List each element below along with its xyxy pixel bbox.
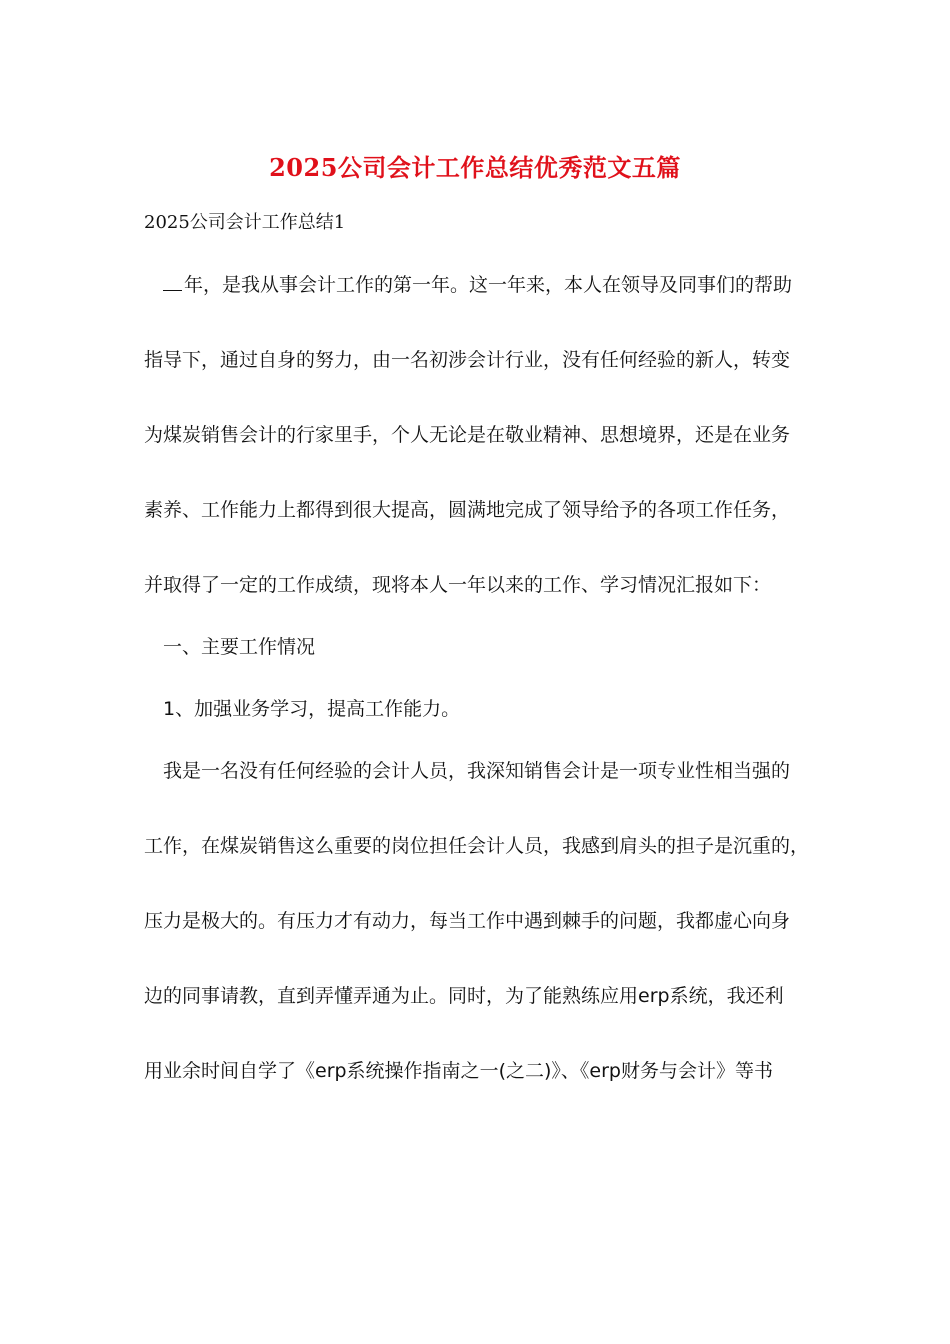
paragraph-text: 年，是我从事会计工作的第一年。这一年来，本人在领导及同事们的帮助 — [184, 274, 793, 296]
section-heading: 2025公司会计工作总结1 — [144, 212, 346, 233]
paragraph-line: 为煤炭销售会计的行家里手，个人无论是在敬业精神、思想境界，还是在业务 — [144, 424, 791, 446]
blank-underline — [163, 274, 182, 291]
paragraph-line: 用业余时间自学了《erp系统操作指南之一(之二)》、《erp财务与会计》等书 — [144, 1060, 773, 1082]
paragraph-line: 压力是极大的。有压力才有动力，每当工作中遇到棘手的问题，我都虚心向身 — [144, 910, 791, 932]
paragraph-line: 素养、工作能力上都得到很大提高，圆满地完成了领导给予的各项工作任务， — [144, 499, 791, 521]
paragraph-line: 指导下，通过自身的努力，由一名初涉会计行业，没有任何经验的新人，转变 — [144, 349, 791, 371]
document-title: 2025公司会计工作总结优秀范文五篇 — [269, 153, 681, 182]
subheading-main-work: 一、主要工作情况 — [163, 636, 316, 658]
subheading-study: 1、加强业务学习，提高工作能力。 — [163, 698, 461, 720]
paragraph-line: 工作，在煤炭销售这么重要的岗位担任会计人员，我感到肩头的担子是沉重的， — [144, 835, 810, 857]
paragraph-line: 并取得了一定的工作成绩，现将本人一年以来的工作、学习情况汇报如下： — [144, 574, 772, 596]
paragraph-line — [163, 270, 792, 300]
paragraph-line: 边的同事请教，直到弄懂弄通为止。同时，为了能熟练应用erp系统，我还利 — [144, 985, 784, 1007]
paragraph-line: 我是一名没有任何经验的会计人员，我深知销售会计是一项专业性相当强的 — [163, 760, 791, 782]
